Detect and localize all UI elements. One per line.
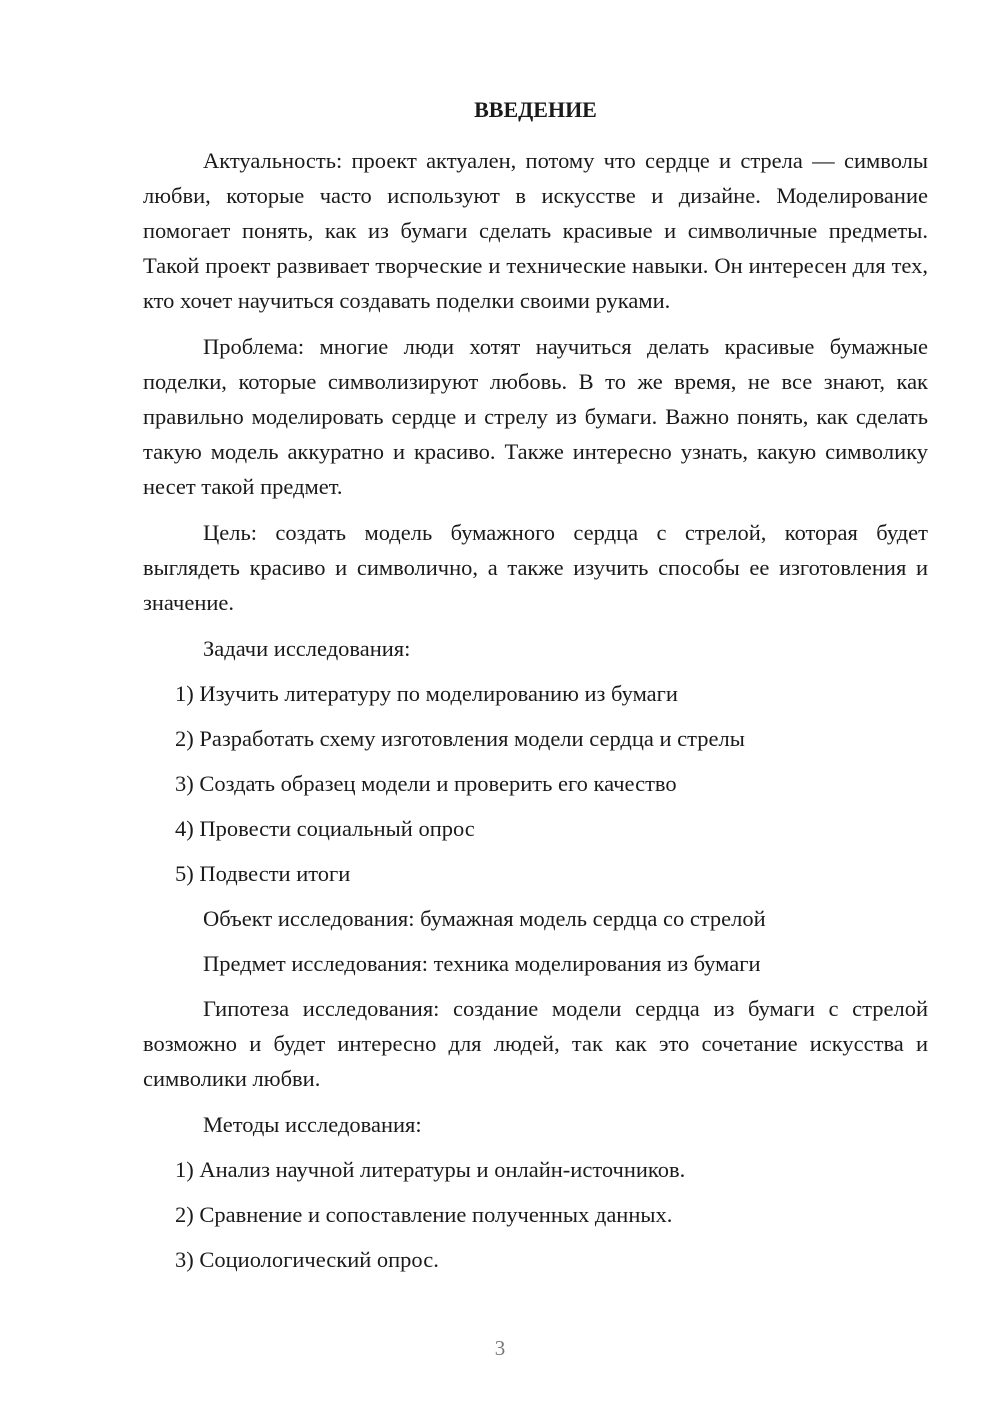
list-item-task-1: 1) Изучить литературу по моделированию из бумаги	[175, 681, 678, 706]
list-item-task-4: 4) Провести социальный опрос	[175, 816, 475, 841]
tasks-heading: Задачи исследования:	[203, 636, 411, 661]
research-object: Объект исследования: бумажная модель сердца со стрелой	[203, 906, 766, 931]
list-item-method-3: 3) Социологический опрос.	[175, 1247, 439, 1272]
paragraph-problem: Проблема: многие люди хотят научиться делать красивые бумажные поделки, которые символизируют любовь. В то же время, не все знают, как правильно моделировать сердце и стрелу из бумаги. Важно понять, как сделать такую модель аккуратно и красиво. Также интересно узнать, какую символику несет такой предмет.	[143, 334, 928, 499]
paragraph-relevance: Актуальность: проект актуален, потому что сердце и стрела — символы любви, которые часто используют в искусстве и дизайне. Моделирование помогает понять, как из бумаги сделать красивые и символичные предметы. Такой проект развивает творческие и технические навыки. Он интересен для тех, кто хочет научиться создавать поделки своими руками.	[143, 148, 928, 313]
list-item-method-1: 1) Анализ научной литературы и онлайн-источников.	[175, 1157, 686, 1182]
research-subject: Предмет исследования: техника моделирования из бумаги	[203, 951, 761, 976]
paragraph-hypothesis: Гипотеза исследования: создание модели сердца из бумаги с стрелой возможно и будет интересно для людей, так как это сочетание искусства и символики любви.	[143, 996, 928, 1091]
list-item-task-3: 3) Создать образец модели и проверить его качество	[175, 771, 677, 796]
document-page	[143, 94, 928, 1287]
page-number: 3	[494, 1336, 506, 1360]
section-title: ВВЕДЕНИЕ	[474, 97, 597, 122]
methods-heading: Методы исследования:	[203, 1112, 422, 1137]
paragraph-goal: Цель: создать модель бумажного сердца с стрелой, которая будет выглядеть красиво и символично, а также изучить способы ее изготовления и значение.	[143, 520, 928, 615]
list-item-task-2: 2) Разработать схему изготовления модели сердца и стрелы	[175, 726, 745, 751]
list-item-method-2: 2) Сравнение и сопоставление полученных данных.	[175, 1202, 673, 1227]
list-item-task-5: 5) Подвести итоги	[175, 861, 351, 886]
